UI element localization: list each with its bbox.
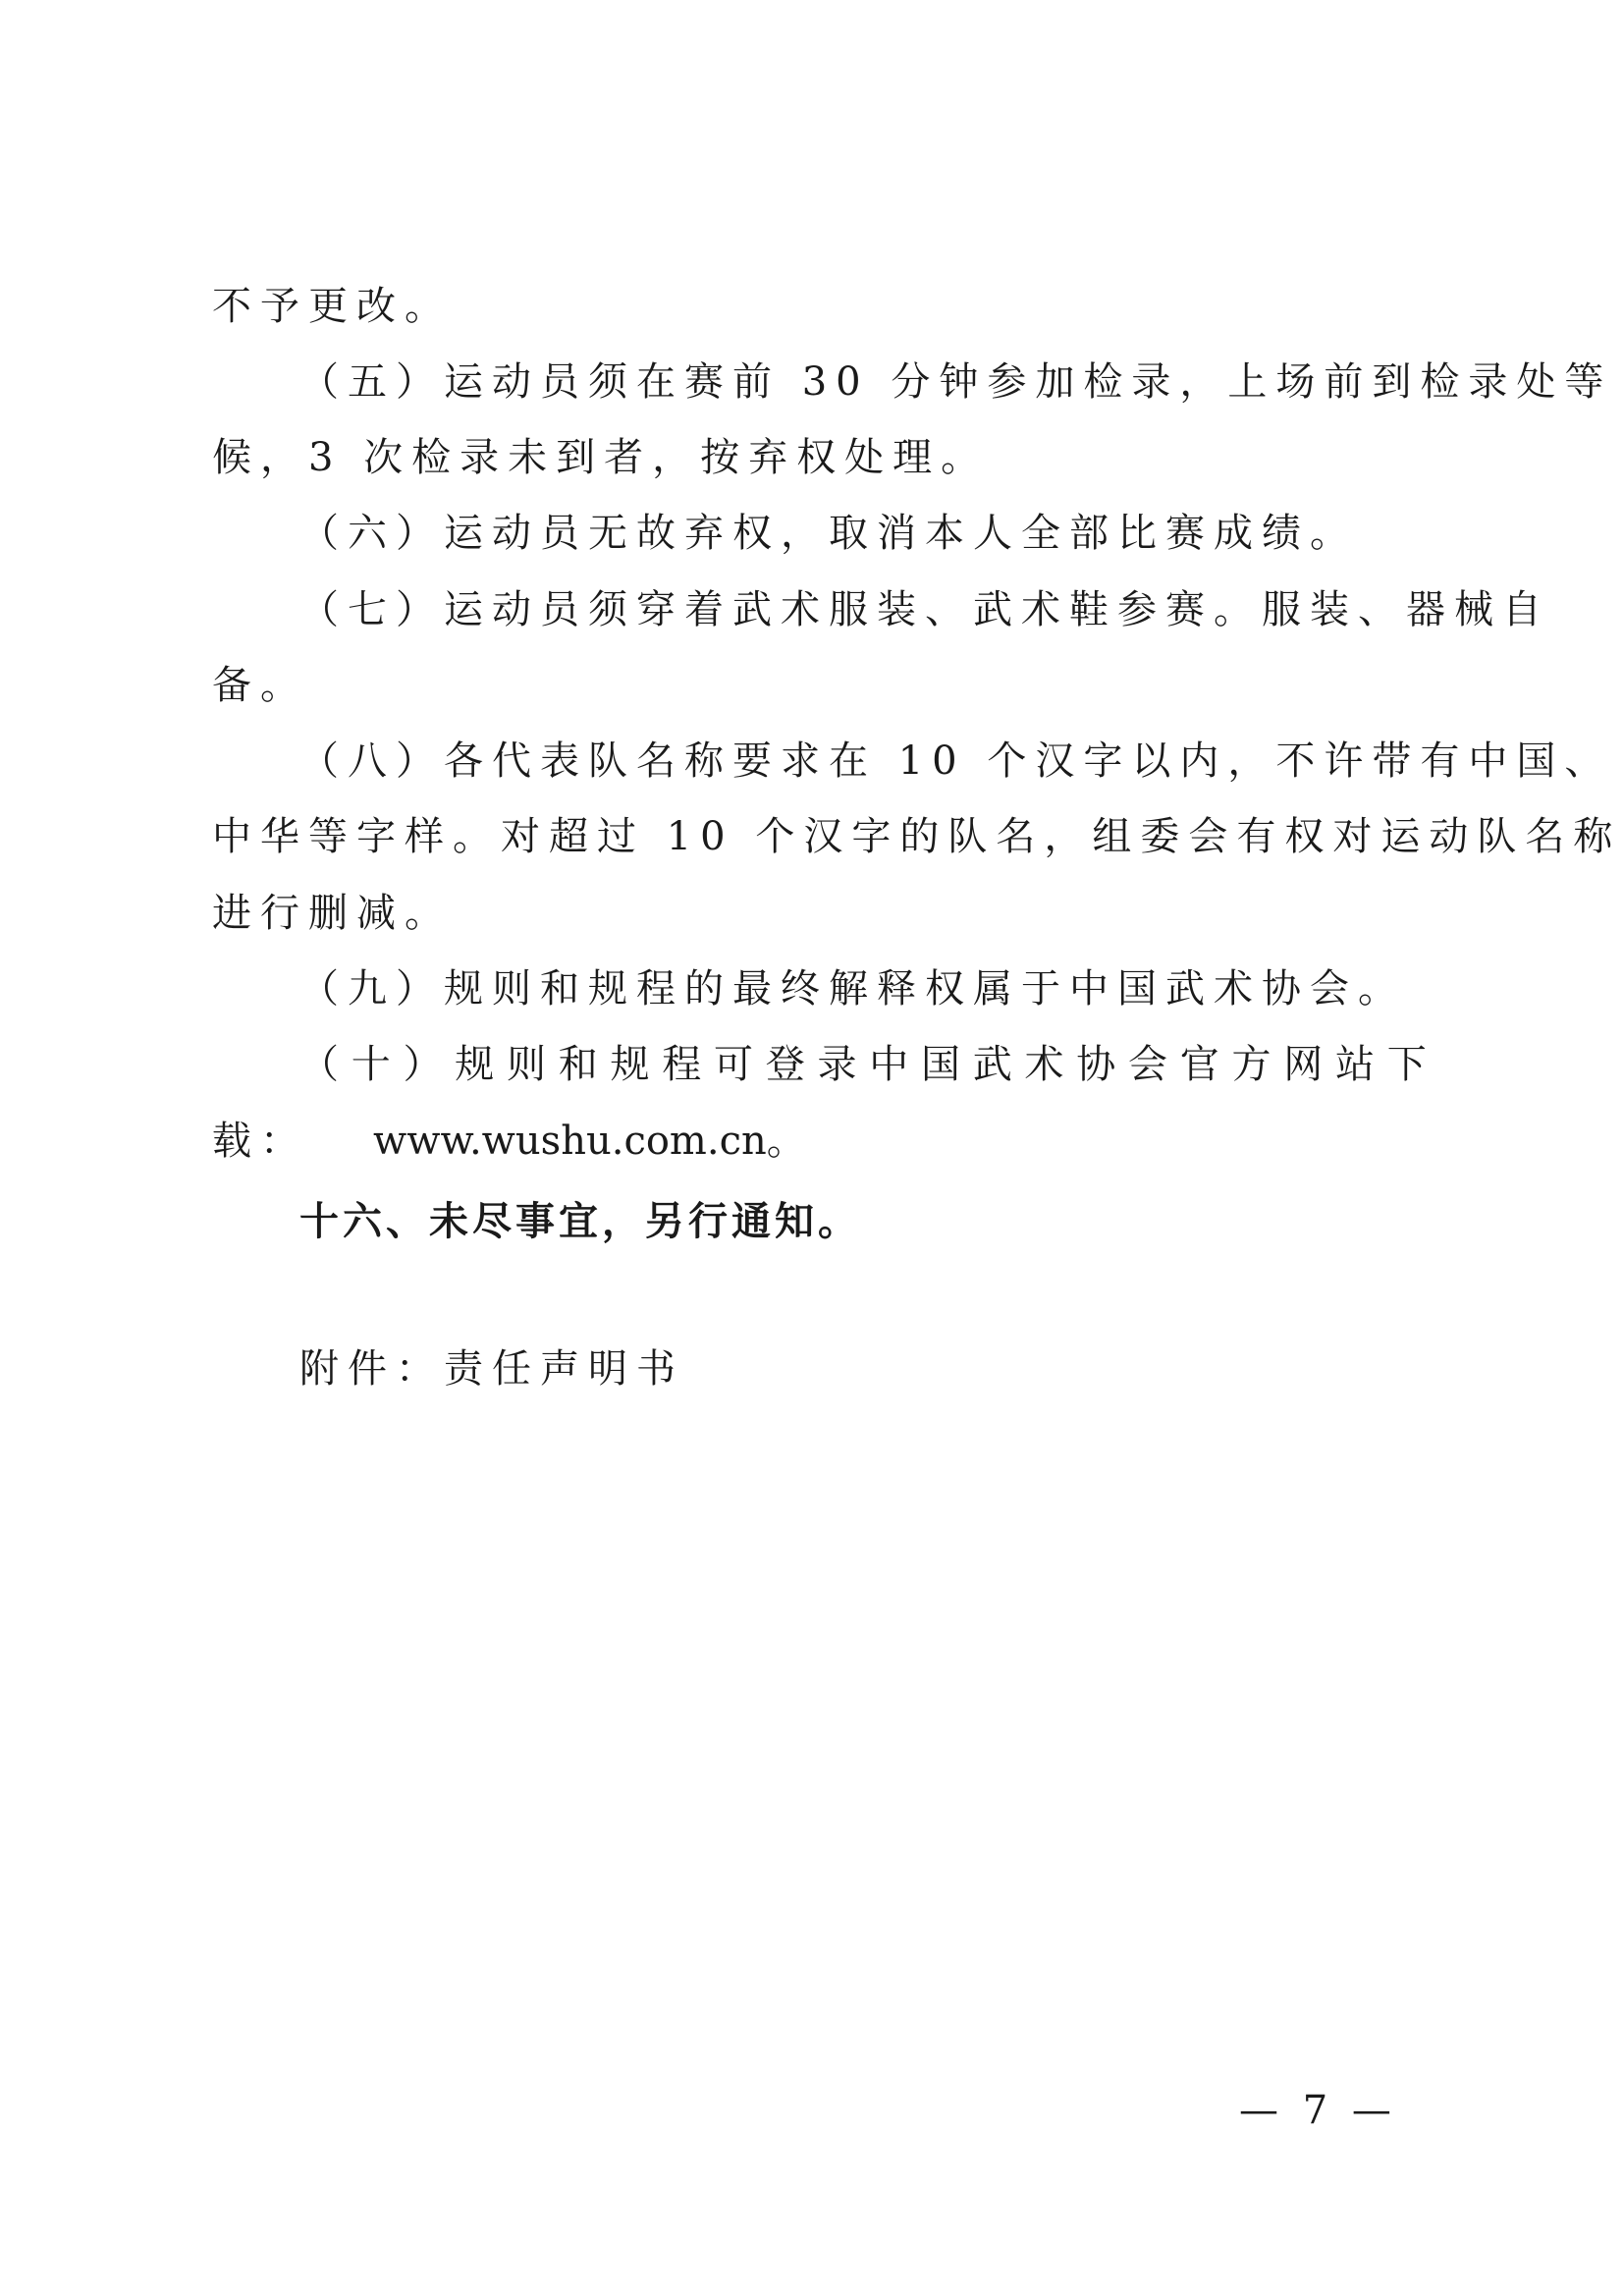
attachment-line: 附件：责任声明书 <box>299 1346 684 1392</box>
item-ten-char: 登 <box>765 1042 805 1087</box>
item-ten-line-1 <box>299 1041 1427 1088</box>
item-ten-char: 和 <box>558 1042 598 1087</box>
item-six: （六）运动员无故弃权，取消本人全部比赛成绩。 <box>299 511 1358 556</box>
website-url: www.wushu.com.cn。 <box>373 1119 806 1164</box>
item-eight-line-2: 中华等字样。对超过 10 个汉字的队名，组委会有权对运动队名称 <box>212 814 1622 859</box>
item-ten-char: ） <box>403 1042 443 1087</box>
item-ten-char: 则 <box>507 1042 546 1087</box>
item-ten-char: 术 <box>1024 1042 1064 1087</box>
item-ten-char: 可 <box>714 1042 753 1087</box>
item-ten-char: 规 <box>610 1042 650 1087</box>
item-five-line-2: 候，3 次检录未到者，按弃权处理。 <box>212 435 990 480</box>
item-ten-char: 协 <box>1076 1042 1116 1087</box>
item-ten-char: 中 <box>869 1042 909 1087</box>
item-ten-prefix: 载： <box>212 1119 308 1164</box>
item-ten-char: 方 <box>1231 1042 1271 1087</box>
page-number: — 7 — <box>1239 2088 1397 2133</box>
item-eight-line-3: 进行删减。 <box>212 891 453 936</box>
item-ten-char: 武 <box>972 1042 1012 1087</box>
section-sixteen: 十六、未尽事宜，另行通知。 <box>299 1199 861 1244</box>
item-ten-char: 程 <box>662 1042 702 1087</box>
item-nine: （九）规则和规程的最终解释权属于中国武术协会。 <box>299 966 1406 1011</box>
item-ten-char: 官 <box>1179 1042 1219 1087</box>
item-ten-line-2 <box>212 1118 1430 1165</box>
item-ten-char: 网 <box>1283 1042 1324 1087</box>
paragraph-line: 不予更改。 <box>212 284 453 329</box>
item-ten-char: 十 <box>351 1042 391 1087</box>
item-eight-line-1: （八）各代表队名称要求在 10 个汉字以内，不许带有中国、 <box>299 738 1613 784</box>
item-seven-line-1: （七）运动员须穿着武术服装、武术鞋参赛。服装、器械自 <box>299 587 1550 632</box>
item-ten-char: 规 <box>455 1042 495 1087</box>
item-ten-char: 下 <box>1386 1042 1427 1087</box>
item-ten-char: 会 <box>1128 1042 1167 1087</box>
item-seven-line-2: 备。 <box>212 663 308 708</box>
item-ten-char: 录 <box>817 1042 857 1087</box>
item-ten-char: （ <box>299 1042 339 1087</box>
item-five-line-1: （五）运动员须在赛前 30 分钟参加检录，上场前到检录处等 <box>299 359 1613 405</box>
item-ten-char: 国 <box>921 1042 960 1087</box>
item-ten-char: 站 <box>1335 1042 1375 1087</box>
